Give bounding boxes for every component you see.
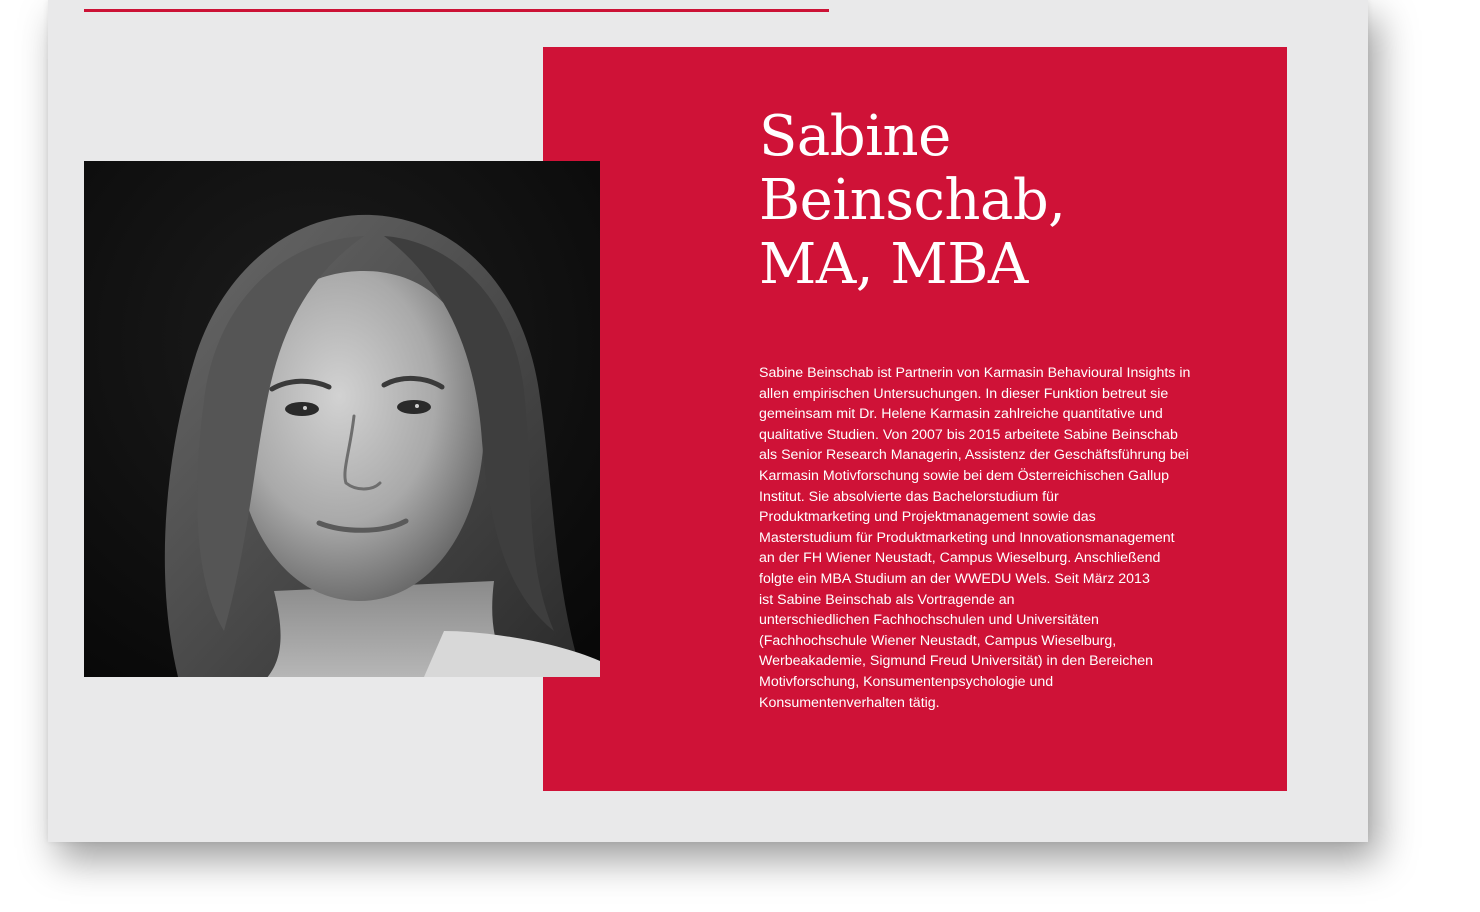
person-name <box>759 105 1065 297</box>
bio-line: Produktmarketing und Projektmanagement sowie das <box>759 509 1096 526</box>
bio-line: Institut. Sie absolvierte das Bachelorstudium für <box>759 488 1059 505</box>
bio-text <box>759 363 1243 713</box>
portrait-photo <box>84 161 600 677</box>
person-name-line: Beinschab, <box>759 168 1066 233</box>
slide <box>48 0 1368 842</box>
bio-line: an der FH Wiener Neustadt, Campus Wieselburg. Anschließend <box>759 550 1161 567</box>
bio-line: folgte ein MBA Studium an der WWEDU Wels. Seit März 2013 <box>759 570 1150 587</box>
bio-line: Motivforschung, Konsumentenpsychologie und <box>759 673 1054 690</box>
person-name-line: MA, MBA <box>759 232 1028 297</box>
bio-line: (Fachhochschule Wiener Neustadt, Campus Wieselburg, <box>759 632 1117 649</box>
bio-line: Werbeakademie, Sigmund Freud Universität) in den Bereichen <box>759 653 1154 670</box>
bio-line: Sabine Beinschab ist Partnerin von Karmasin Behavioural Insights in <box>759 365 1191 381</box>
bio-line: ist Sabine Beinschab als Vortragende an <box>759 591 1015 608</box>
bio-line: unterschiedlichen Fachhochschulen und Universitäten <box>759 612 1099 629</box>
bio-panel <box>543 47 1287 791</box>
bio-line: gemeinsam mit Dr. Helene Karmasin zahlreiche quantitative und <box>759 406 1163 423</box>
bio-line: als Senior Research Managerin, Assistenz der Geschäftsführung bei <box>759 447 1189 464</box>
bio-line: qualitative Studien. Von 2007 bis 2015 arbeitete Sabine Beinschab <box>759 426 1178 443</box>
bio-line: allen empirischen Untersuchungen. In dieser Funktion betreut sie <box>759 385 1169 402</box>
top-accent-line <box>84 9 829 12</box>
bio-line: Karmasin Motivforschung sowie bei dem Österreichischen Gallup <box>759 467 1170 484</box>
bio-line: Konsumentenverhalten tätig. <box>759 694 940 711</box>
person-name-line: Sabine <box>759 104 951 169</box>
bio-line: Masterstudium für Produktmarketing und Innovationsmanagement <box>759 529 1175 546</box>
